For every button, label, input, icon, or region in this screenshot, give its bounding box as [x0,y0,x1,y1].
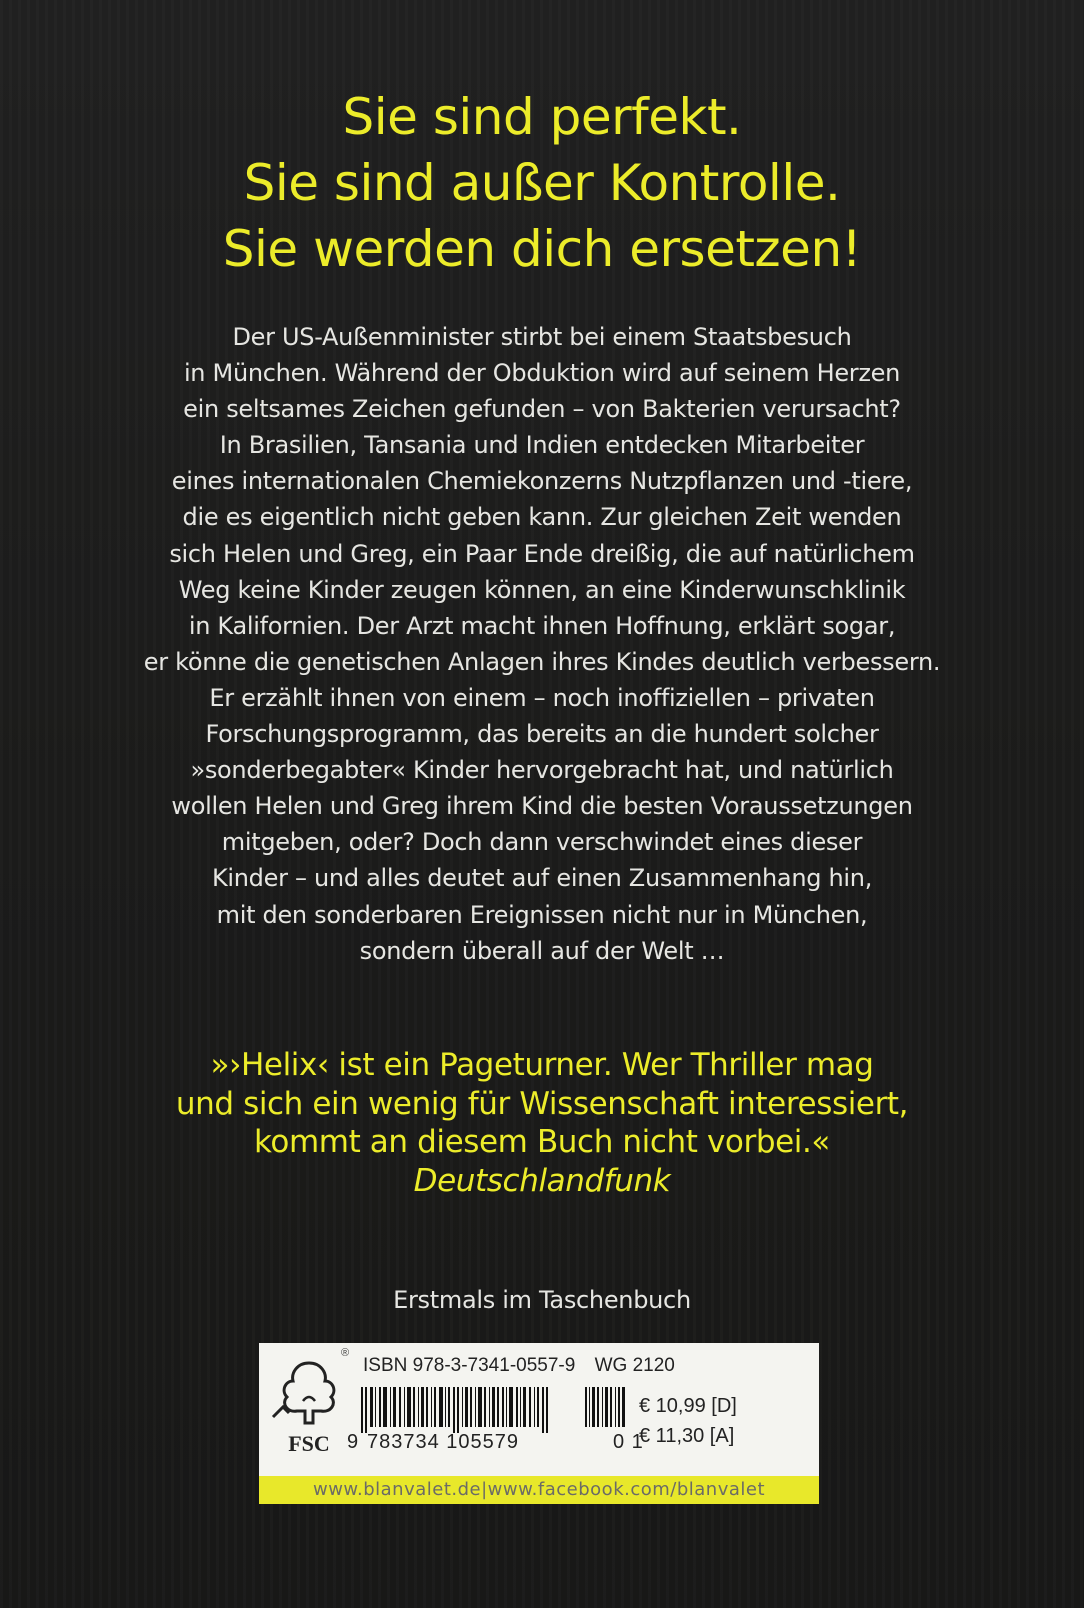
barcode-panel [259,1343,819,1476]
publisher-web-links: www.blanvalet.de|www.facebook.com/blanvalet [259,1476,819,1504]
synopsis-line: sich Helen und Greg, ein Paar Ende dreißig, die auf natürlichem [169,539,915,568]
synopsis-line: die es eigentlich nicht geben kann. Zur gleichen Zeit wenden [182,503,902,532]
press-quote-line: und sich ein wenig für Wissenschaft interessiert, [175,1085,909,1122]
synopsis-line: mitgeben, oder? Doch dann verschwindet eines dieser [221,828,863,857]
fsc-label: FSC [288,1431,330,1456]
synopsis-line: In Brasilien, Tansania und Indien entdecken Mitarbeiter [219,431,865,460]
ean-barcode [359,1387,669,1433]
barcode-digits-main: 783734 105579 [367,1431,520,1453]
synopsis-line: »sonderbegabter« Kinder hervorgebracht hat, und natürlich [190,756,894,785]
headline-line-2: Sie sind außer Kontrolle. [243,154,841,212]
synopsis-line: Der US-Außenminister stirbt bei einem Staatsbesuch [232,323,852,351]
isbn-number: ISBN 978-3-7341-0557-9 [363,1355,576,1376]
warengruppe-code: WG 2120 [594,1355,675,1376]
fsc-logo [267,1357,351,1457]
press-quote-line: »›Helix‹ ist ein Pageturner. Wer Thriller mag [210,1047,874,1083]
synopsis-line: sondern überall auf der Welt … [359,936,725,965]
price-germany: € 10,99 [D] [639,1395,737,1417]
registered-mark: ® [341,1347,350,1359]
synopsis-line: Kinder – und alles deutet auf einen Zusammenhang hin, [211,864,873,893]
headline-line-1: Sie sind perfekt. [342,88,742,146]
synopsis-line: in Kalifornien. Der Arzt macht ihnen Hoffnung, erklärt sogar, [188,611,896,640]
synopsis-line: er könne die genetischen Anlagen ihres Kindes deutlich verbessern. [143,647,941,676]
price-austria: € 11,30 [A] [639,1425,735,1447]
synopsis [0,319,1084,969]
barcode-digit-lead: 9 [347,1431,360,1453]
synopsis-line: in München. Während der Obduktion wird auf seinem Herzen [183,359,901,388]
edition-note: Erstmals im Taschenbuch [393,1286,691,1314]
synopsis-line: mit den sonderbaren Ereignissen nicht nur in München, [216,900,868,929]
barcode-digits-addon: 0 1 [613,1431,644,1453]
synopsis-line: Forschungsprogramm, das bereits an die hundert solcher [205,720,879,749]
synopsis-line: eines internationalen Chemiekonzerns Nutzpflanzen und -tiere, [171,467,913,496]
fsc-tree-icon [267,1357,351,1429]
headline-line-3: Sie werden dich ersetzen! [222,220,862,278]
synopsis-line: wollen Helen und Greg ihrem Kind die besten Voraussetzungen [171,792,913,821]
synopsis-line: ein seltsames Zeichen gefunden – von Bakterien verursacht? [183,395,901,424]
press-quote-line: kommt an diesem Buch nicht vorbei.« [253,1124,830,1160]
isbn-row [363,1355,689,1377]
press-quote [0,1046,1084,1200]
press-quote-source: Deutschlandfunk [413,1162,671,1199]
synopsis-line: Weg keine Kinder zeugen können, an eine Kinderwunschklinik [178,575,906,604]
synopsis-line: Er erzählt ihnen von einem – noch inoffiziellen – privaten [209,683,875,712]
